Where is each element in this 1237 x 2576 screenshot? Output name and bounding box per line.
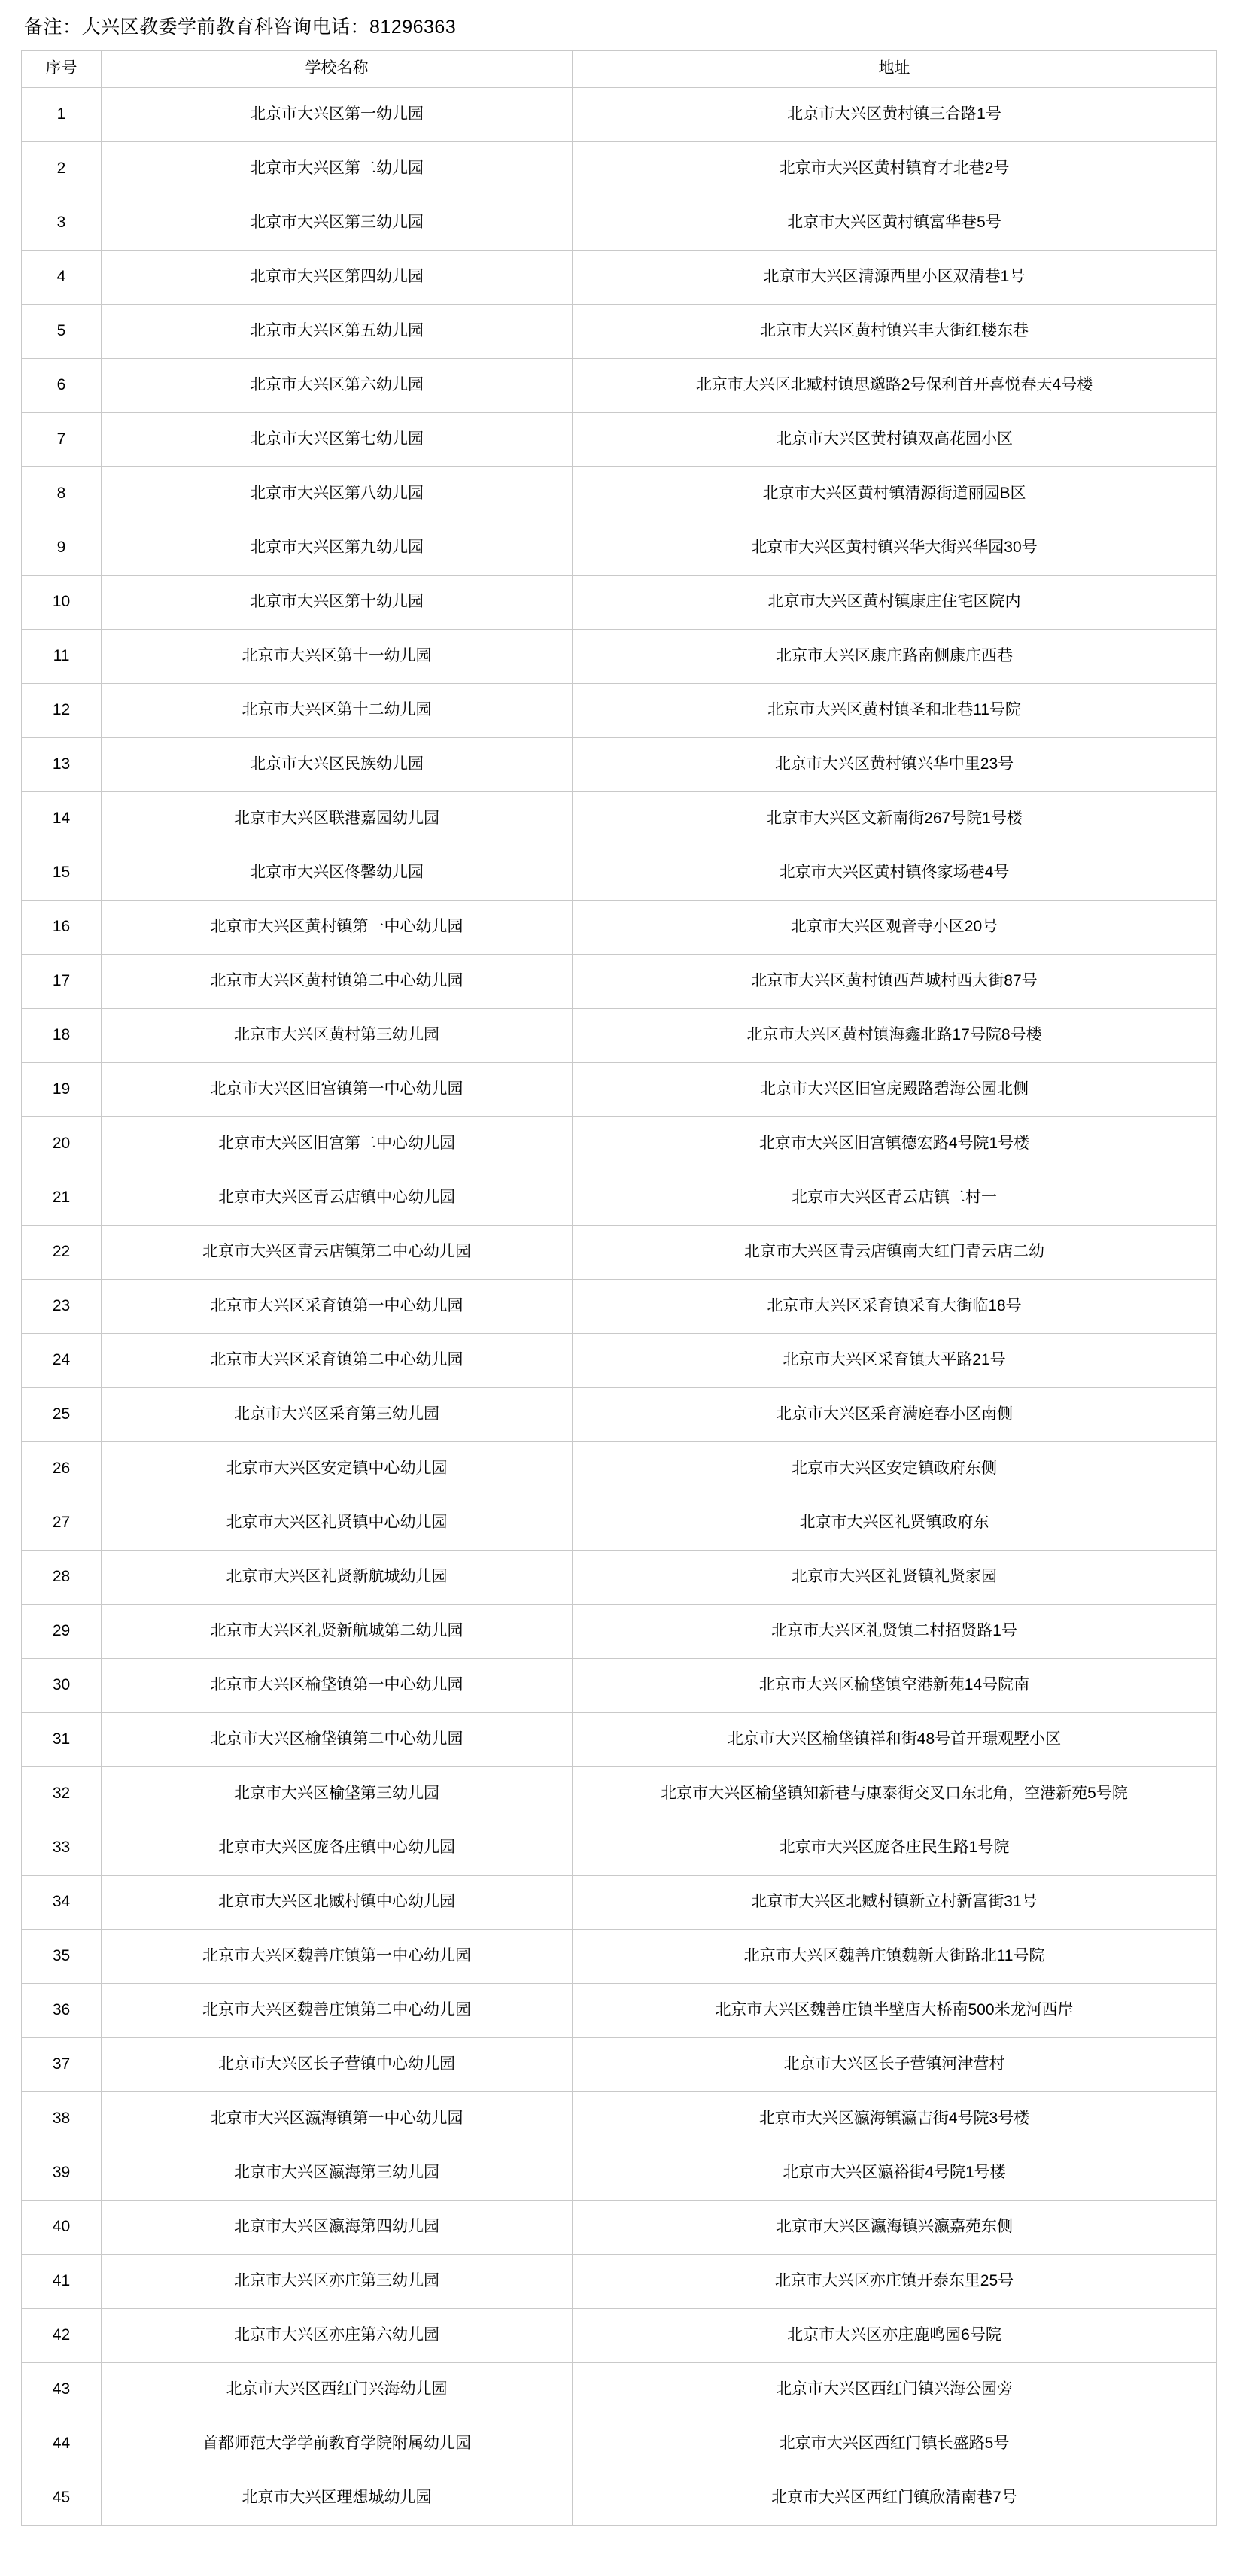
cell-index: 6 — [22, 358, 102, 412]
table-row — [22, 1821, 1217, 1875]
table-row — [22, 466, 1217, 521]
cell-address: 北京市大兴区瀛海镇瀛吉街4号院3号楼 — [573, 2091, 1217, 2146]
cell-index: 45 — [22, 2471, 102, 2525]
table-row — [22, 2417, 1217, 2471]
cell-school-name: 北京市大兴区联港嘉园幼儿园 — [102, 791, 573, 846]
table-row — [22, 1008, 1217, 1062]
cell-school-name: 北京市大兴区魏善庄镇第一中心幼儿园 — [102, 1929, 573, 1983]
table-row — [22, 304, 1217, 358]
cell-school-name: 北京市大兴区理想城幼儿园 — [102, 2471, 573, 2525]
cell-address: 北京市大兴区采育满庭春小区南侧 — [573, 1387, 1217, 1441]
table-row — [22, 737, 1217, 791]
cell-school-name: 北京市大兴区榆垡镇第二中心幼儿园 — [102, 1712, 573, 1766]
cell-index: 39 — [22, 2146, 102, 2200]
cell-address: 北京市大兴区魏善庄镇半壁店大桥南500米龙河西岸 — [573, 1983, 1217, 2037]
cell-school-name: 北京市大兴区佟馨幼儿园 — [102, 846, 573, 900]
cell-index: 20 — [22, 1116, 102, 1171]
cell-index: 10 — [22, 575, 102, 629]
cell-address: 北京市大兴区旧宫镇德宏路4号院1号楼 — [573, 1116, 1217, 1171]
cell-address: 北京市大兴区文新南街267号院1号楼 — [573, 791, 1217, 846]
cell-school-name: 北京市大兴区亦庄第三幼儿园 — [102, 2254, 573, 2308]
table-row — [22, 2362, 1217, 2417]
note-line: 备注：大兴区教委学前教育科咨询电话：81296363 — [24, 17, 457, 38]
cell-school-name: 北京市大兴区第九幼儿园 — [102, 521, 573, 575]
cell-address: 北京市大兴区北臧村镇新立村新富街31号 — [573, 1875, 1217, 1929]
cell-index: 28 — [22, 1550, 102, 1604]
cell-address: 北京市大兴区黄村镇兴华大街兴华园30号 — [573, 521, 1217, 575]
cell-index: 19 — [22, 1062, 102, 1116]
cell-index: 44 — [22, 2417, 102, 2471]
column-header-school-name: 学校名称 — [102, 50, 573, 87]
table-row — [22, 791, 1217, 846]
cell-index: 16 — [22, 900, 102, 954]
table-body — [22, 87, 1217, 2525]
cell-address: 北京市大兴区西红门镇兴海公园旁 — [573, 2362, 1217, 2417]
cell-school-name: 北京市大兴区采育镇第二中心幼儿园 — [102, 1333, 573, 1387]
cell-address: 北京市大兴区黄村镇西芦城村西大街87号 — [573, 954, 1217, 1008]
cell-address: 北京市大兴区安定镇政府东侧 — [573, 1441, 1217, 1496]
cell-address: 北京市大兴区青云店镇南大红门青云店二幼 — [573, 1225, 1217, 1279]
cell-school-name: 北京市大兴区黄村第三幼儿园 — [102, 1008, 573, 1062]
cell-school-name: 北京市大兴区第十一幼儿园 — [102, 629, 573, 683]
cell-index: 25 — [22, 1387, 102, 1441]
table-row — [22, 2146, 1217, 2200]
cell-index: 11 — [22, 629, 102, 683]
table-row — [22, 2308, 1217, 2362]
cell-index: 27 — [22, 1496, 102, 1550]
cell-school-name: 北京市大兴区第七幼儿园 — [102, 412, 573, 466]
table-row — [22, 1766, 1217, 1821]
table-row — [22, 683, 1217, 737]
table-row — [22, 1875, 1217, 1929]
cell-school-name: 北京市大兴区魏善庄镇第二中心幼儿园 — [102, 1983, 573, 2037]
cell-index: 36 — [22, 1983, 102, 2037]
cell-address: 北京市大兴区瀛裕街4号院1号楼 — [573, 2146, 1217, 2200]
kindergarten-table — [21, 50, 1217, 2526]
table-row — [22, 2037, 1217, 2091]
cell-index: 30 — [22, 1658, 102, 1712]
cell-address: 北京市大兴区瀛海镇兴瀛嘉苑东侧 — [573, 2200, 1217, 2254]
cell-index: 33 — [22, 1821, 102, 1875]
table-row — [22, 1441, 1217, 1496]
cell-school-name: 北京市大兴区礼贤镇中心幼儿园 — [102, 1496, 573, 1550]
cell-school-name: 北京市大兴区黄村镇第一中心幼儿园 — [102, 900, 573, 954]
cell-address: 北京市大兴区北臧村镇思邈路2号保利首开喜悦春天4号楼 — [573, 358, 1217, 412]
table-header — [22, 50, 1217, 87]
table-row — [22, 1496, 1217, 1550]
cell-index: 8 — [22, 466, 102, 521]
cell-school-name: 北京市大兴区第二幼儿园 — [102, 141, 573, 196]
cell-address: 北京市大兴区旧宫庑殿路碧海公园北侧 — [573, 1062, 1217, 1116]
cell-index: 3 — [22, 196, 102, 250]
cell-school-name: 北京市大兴区第十二幼儿园 — [102, 683, 573, 737]
cell-index: 18 — [22, 1008, 102, 1062]
cell-address: 北京市大兴区庞各庄民生路1号院 — [573, 1821, 1217, 1875]
cell-address: 北京市大兴区黄村镇圣和北巷11号院 — [573, 683, 1217, 737]
cell-index: 43 — [22, 2362, 102, 2417]
cell-address: 北京市大兴区青云店镇二村一 — [573, 1171, 1217, 1225]
cell-index: 17 — [22, 954, 102, 1008]
cell-school-name: 北京市大兴区旧宫第二中心幼儿园 — [102, 1116, 573, 1171]
column-header-index: 序号 — [22, 50, 102, 87]
cell-index: 5 — [22, 304, 102, 358]
cell-index: 12 — [22, 683, 102, 737]
cell-index: 14 — [22, 791, 102, 846]
table-row — [22, 1550, 1217, 1604]
cell-index: 34 — [22, 1875, 102, 1929]
cell-school-name: 北京市大兴区长子营镇中心幼儿园 — [102, 2037, 573, 2091]
cell-address: 北京市大兴区黄村镇佟家场巷4号 — [573, 846, 1217, 900]
cell-school-name: 北京市大兴区第三幼儿园 — [102, 196, 573, 250]
table-row — [22, 575, 1217, 629]
table-row — [22, 412, 1217, 466]
cell-school-name: 北京市大兴区旧宫镇第一中心幼儿园 — [102, 1062, 573, 1116]
cell-address: 北京市大兴区黄村镇清源街道丽园B区 — [573, 466, 1217, 521]
table-row — [22, 1658, 1217, 1712]
cell-index: 31 — [22, 1712, 102, 1766]
cell-index: 13 — [22, 737, 102, 791]
cell-index: 41 — [22, 2254, 102, 2308]
table-row — [22, 196, 1217, 250]
cell-address: 北京市大兴区黄村镇兴华中里23号 — [573, 737, 1217, 791]
cell-index: 42 — [22, 2308, 102, 2362]
table-row — [22, 358, 1217, 412]
cell-index: 26 — [22, 1441, 102, 1496]
table-row — [22, 1929, 1217, 1983]
table-row — [22, 1279, 1217, 1333]
cell-school-name: 北京市大兴区第十幼儿园 — [102, 575, 573, 629]
column-header-address: 地址 — [573, 50, 1217, 87]
cell-index: 23 — [22, 1279, 102, 1333]
cell-school-name: 首都师范大学学前教育学院附属幼儿园 — [102, 2417, 573, 2471]
table-row — [22, 629, 1217, 683]
cell-school-name: 北京市大兴区第一幼儿园 — [102, 87, 573, 141]
cell-index: 29 — [22, 1604, 102, 1658]
cell-school-name: 北京市大兴区采育镇第一中心幼儿园 — [102, 1279, 573, 1333]
cell-address: 北京市大兴区黄村镇育才北巷2号 — [573, 141, 1217, 196]
table-row — [22, 1116, 1217, 1171]
table-row — [22, 900, 1217, 954]
table-row — [22, 1225, 1217, 1279]
cell-school-name: 北京市大兴区第六幼儿园 — [102, 358, 573, 412]
table-row — [22, 846, 1217, 900]
table-row — [22, 1983, 1217, 2037]
cell-address: 北京市大兴区黄村镇海鑫北路17号院8号楼 — [573, 1008, 1217, 1062]
cell-index: 7 — [22, 412, 102, 466]
cell-address: 北京市大兴区榆垡镇空港新苑14号院南 — [573, 1658, 1217, 1712]
cell-address: 北京市大兴区亦庄鹿鸣园6号院 — [573, 2308, 1217, 2362]
cell-school-name: 北京市大兴区榆垡镇第一中心幼儿园 — [102, 1658, 573, 1712]
cell-address: 北京市大兴区黄村镇康庄住宅区院内 — [573, 575, 1217, 629]
cell-address: 北京市大兴区采育镇采育大街临18号 — [573, 1279, 1217, 1333]
cell-index: 9 — [22, 521, 102, 575]
table-row — [22, 2200, 1217, 2254]
cell-index: 21 — [22, 1171, 102, 1225]
cell-school-name: 北京市大兴区青云店镇中心幼儿园 — [102, 1171, 573, 1225]
cell-school-name: 北京市大兴区瀛海第三幼儿园 — [102, 2146, 573, 2200]
table-row — [22, 954, 1217, 1008]
cell-index: 24 — [22, 1333, 102, 1387]
cell-index: 1 — [22, 87, 102, 141]
cell-school-name: 北京市大兴区礼贤新航城幼儿园 — [102, 1550, 573, 1604]
cell-address: 北京市大兴区长子营镇河津营村 — [573, 2037, 1217, 2091]
cell-school-name: 北京市大兴区北臧村镇中心幼儿园 — [102, 1875, 573, 1929]
cell-index: 22 — [22, 1225, 102, 1279]
cell-index: 4 — [22, 250, 102, 304]
cell-address: 北京市大兴区礼贤镇二村招贤路1号 — [573, 1604, 1217, 1658]
table-header-row — [22, 50, 1217, 87]
cell-index: 15 — [22, 846, 102, 900]
cell-address: 北京市大兴区榆垡镇知新巷与康泰街交叉口东北角，空港新苑5号院 — [573, 1766, 1217, 1821]
table-row — [22, 250, 1217, 304]
cell-address: 北京市大兴区观音寺小区20号 — [573, 900, 1217, 954]
cell-school-name: 北京市大兴区瀛海镇第一中心幼儿园 — [102, 2091, 573, 2146]
table-row — [22, 2471, 1217, 2525]
cell-school-name: 北京市大兴区第四幼儿园 — [102, 250, 573, 304]
cell-school-name: 北京市大兴区西红门兴海幼儿园 — [102, 2362, 573, 2417]
table-row — [22, 141, 1217, 196]
cell-school-name: 北京市大兴区亦庄第六幼儿园 — [102, 2308, 573, 2362]
cell-index: 2 — [22, 141, 102, 196]
cell-address: 北京市大兴区亦庄镇开泰东里25号 — [573, 2254, 1217, 2308]
cell-address: 北京市大兴区黄村镇三合路1号 — [573, 87, 1217, 141]
cell-index: 37 — [22, 2037, 102, 2091]
cell-school-name: 北京市大兴区采育第三幼儿园 — [102, 1387, 573, 1441]
cell-address: 北京市大兴区黄村镇富华巷5号 — [573, 196, 1217, 250]
cell-school-name: 北京市大兴区榆垡第三幼儿园 — [102, 1766, 573, 1821]
cell-index: 35 — [22, 1929, 102, 1983]
table-row — [22, 1062, 1217, 1116]
cell-school-name: 北京市大兴区黄村镇第二中心幼儿园 — [102, 954, 573, 1008]
table-row — [22, 2091, 1217, 2146]
cell-address: 北京市大兴区西红门镇长盛路5号 — [573, 2417, 1217, 2471]
cell-school-name: 北京市大兴区第五幼儿园 — [102, 304, 573, 358]
table-row — [22, 1171, 1217, 1225]
table-row — [22, 1604, 1217, 1658]
table-row — [22, 1712, 1217, 1766]
cell-school-name: 北京市大兴区安定镇中心幼儿园 — [102, 1441, 573, 1496]
cell-address: 北京市大兴区西红门镇欣清南巷7号 — [573, 2471, 1217, 2525]
cell-address: 北京市大兴区礼贤镇政府东 — [573, 1496, 1217, 1550]
table-row — [22, 1333, 1217, 1387]
cell-address: 北京市大兴区采育镇大平路21号 — [573, 1333, 1217, 1387]
table-row — [22, 1387, 1217, 1441]
cell-address: 北京市大兴区礼贤镇礼贤家园 — [573, 1550, 1217, 1604]
cell-school-name: 北京市大兴区民族幼儿园 — [102, 737, 573, 791]
cell-school-name: 北京市大兴区瀛海第四幼儿园 — [102, 2200, 573, 2254]
cell-school-name: 北京市大兴区第八幼儿园 — [102, 466, 573, 521]
cell-address: 北京市大兴区榆垡镇祥和街48号首开璟观墅小区 — [573, 1712, 1217, 1766]
cell-index: 38 — [22, 2091, 102, 2146]
table-row — [22, 87, 1217, 141]
cell-index: 32 — [22, 1766, 102, 1821]
cell-school-name: 北京市大兴区庞各庄镇中心幼儿园 — [102, 1821, 573, 1875]
cell-address: 北京市大兴区魏善庄镇魏新大街路北11号院 — [573, 1929, 1217, 1983]
cell-address: 北京市大兴区清源西里小区双清巷1号 — [573, 250, 1217, 304]
table-row — [22, 521, 1217, 575]
cell-address: 北京市大兴区黄村镇双高花园小区 — [573, 412, 1217, 466]
cell-school-name: 北京市大兴区青云店镇第二中心幼儿园 — [102, 1225, 573, 1279]
cell-index: 40 — [22, 2200, 102, 2254]
cell-address: 北京市大兴区黄村镇兴丰大街红楼东巷 — [573, 304, 1217, 358]
table-row — [22, 2254, 1217, 2308]
cell-address: 北京市大兴区康庄路南侧康庄西巷 — [573, 629, 1217, 683]
cell-school-name: 北京市大兴区礼贤新航城第二幼儿园 — [102, 1604, 573, 1658]
